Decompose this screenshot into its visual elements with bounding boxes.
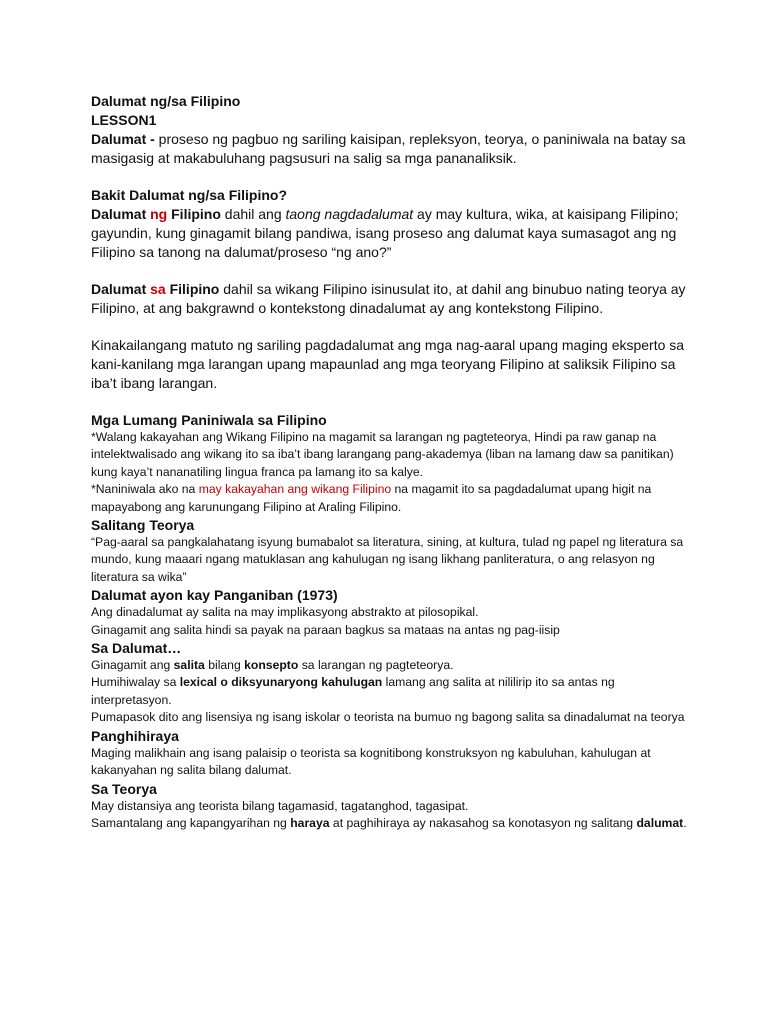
bold-haraya: haraya xyxy=(290,815,330,830)
panghihiraya-heading: Panghihiraya xyxy=(91,727,179,744)
document-page xyxy=(91,92,691,832)
sa-text: dahil sa wikang Filipino isinusulat ito, at dahil ang binubuo nating teorya ay Filipino, at ang bakgrawnd o kontekstong dinadalumat ay ang kontekstong Filipino. xyxy=(91,281,686,316)
bakit-heading: Bakit Dalumat ng/sa Filipino? xyxy=(91,187,288,203)
dalumat-sa-paragraph xyxy=(91,280,691,318)
sadalumat-line-3: Pumapasok dito ang lisensiya ng isang iskolar o teorista na bumuo ng bagong salita sa dinadalumat na teorya xyxy=(91,710,685,725)
salitang-text: “Pag-aaral sa pangkalahatang isyung bumabalot sa literatura, sining, at kultura, tulad ng papel ng literatura sa mundo, kung maaari ngang matuklasan ang kahulugan ng isang likhang panliteratura, o ang relasyon ng literatura sa wika” xyxy=(91,535,684,584)
bold-lexical: lexical o diksyunaryong kahulugan xyxy=(179,675,383,690)
text: at paghihiraya ay nakasahog sa konotasyon ng salitang xyxy=(329,815,637,830)
document-title: Dalumat ng/sa Filipino xyxy=(91,93,241,109)
sateorya-line-2 xyxy=(91,815,691,832)
sateorya-heading: Sa Teorya xyxy=(91,780,157,797)
ng-text-1: dahil ang xyxy=(220,206,286,222)
lesson-label: LESSON1 xyxy=(91,112,157,128)
lumang-paragraph-1: *Walang kakayahan ang Wikang Filipino na magamit sa larangan ng pagteteorya, Hindi pa raw ganap na intelektwalisado ang wikang ito sa iba’t ibang larangang pang-akademya (liban na lamang daw sa panitikan) kung kaya’t nananatiling lingua franca pa lamang ito sa kalye. xyxy=(91,430,674,479)
sadalumat-line-2 xyxy=(91,674,691,709)
bold-dalumat: dalumat xyxy=(636,815,684,830)
red-sa: sa xyxy=(150,281,166,297)
italic-taong: taong nagdadalumat xyxy=(285,206,414,222)
text: bilang xyxy=(204,658,245,673)
sadalumat-heading: Sa Dalumat… xyxy=(91,640,182,657)
p2-text-b: na magamit ito sa pagdadalumat upang higit na mapayabong ang karunungang Filipino at Araling Filipino. xyxy=(91,482,652,514)
lumang-paragraph-2 xyxy=(91,481,691,516)
red-highlight: may kakayahan ang wikang Filipino xyxy=(198,482,392,497)
definition-text: proseso ng pagbuo ng sariling kaisipan, repleksyon, teorya, o paniniwala na batay sa masigasig at makabuluhang pagsusuri na salig sa mga pananaliksik. xyxy=(91,131,686,166)
sateorya-line-1: May distansiya ang teorista bilang tagamasid, tagatanghod, tagasipat. xyxy=(91,798,469,813)
definition-paragraph xyxy=(91,130,691,168)
bold-konsepto: konsepto xyxy=(244,658,299,673)
text: Samantalang ang kapangyarihan ng xyxy=(91,815,291,830)
text: Ginagamit ang xyxy=(91,658,174,673)
panganiban-line-2: Ginagamit ang salita hindi sa payak na paraan bagkus sa mataas na antas ng pag-iisip xyxy=(91,622,560,637)
panganiban-heading: Dalumat ayon kay Panganiban (1973) xyxy=(91,587,338,604)
bold-filipino: Filipino xyxy=(165,281,220,297)
lumang-heading: Mga Lumang Paniniwala sa Filipino xyxy=(91,412,327,428)
salitang-heading: Salitang Teorya xyxy=(91,517,195,534)
sadalumat-line-1 xyxy=(91,657,691,674)
panghihiraya-text: Maging malikhain ang isang palaisip o teorista sa kognitibong konstruksyon ng kabuluhan, kahulugan at kakanyahan ng salita bilang dalumat. xyxy=(91,745,651,778)
definition-term: Dalumat - xyxy=(91,131,155,147)
text: lamang ang salita at nililirip ito sa antas ng interpretasyon. xyxy=(91,675,615,707)
dalumat-ng-paragraph xyxy=(91,205,691,262)
kinakailangan-paragraph: Kinakailangang matuto ng sariling pagdadalumat ang mga nag-aaral upang maging eksperto sa kani-kanilang mga larangan upang mapaunlad ang mga teoryang Filipino at saliksik Filipino sa iba’t ibang larangan. xyxy=(91,337,685,391)
ng-text-2: ay may kultura, wika, at kaisipang Filipino; gayundin, kung ginagamit bilang pandiwa, isang proseso ang dalumat kaya sumasagot ang ng Filipino sa tanong na dalumat/proseso “ng ano?” xyxy=(91,206,679,260)
text: Humihiwalay sa xyxy=(91,675,180,690)
text: sa larangan ng pagteteorya. xyxy=(298,658,454,673)
red-ng: ng xyxy=(150,206,168,222)
text: . xyxy=(683,815,687,830)
p2-text-a: *Naniniwala ako na xyxy=(91,482,199,497)
bold-dalumat: Dalumat xyxy=(91,281,151,297)
bold-filipino: Filipino xyxy=(167,206,221,222)
bold-salita: salita xyxy=(173,658,205,673)
bold-dalumat: Dalumat xyxy=(91,206,151,222)
panganiban-line-1: Ang dinadalumat ay salita na may implikasyong abstrakto at pilosopikal. xyxy=(91,605,479,620)
